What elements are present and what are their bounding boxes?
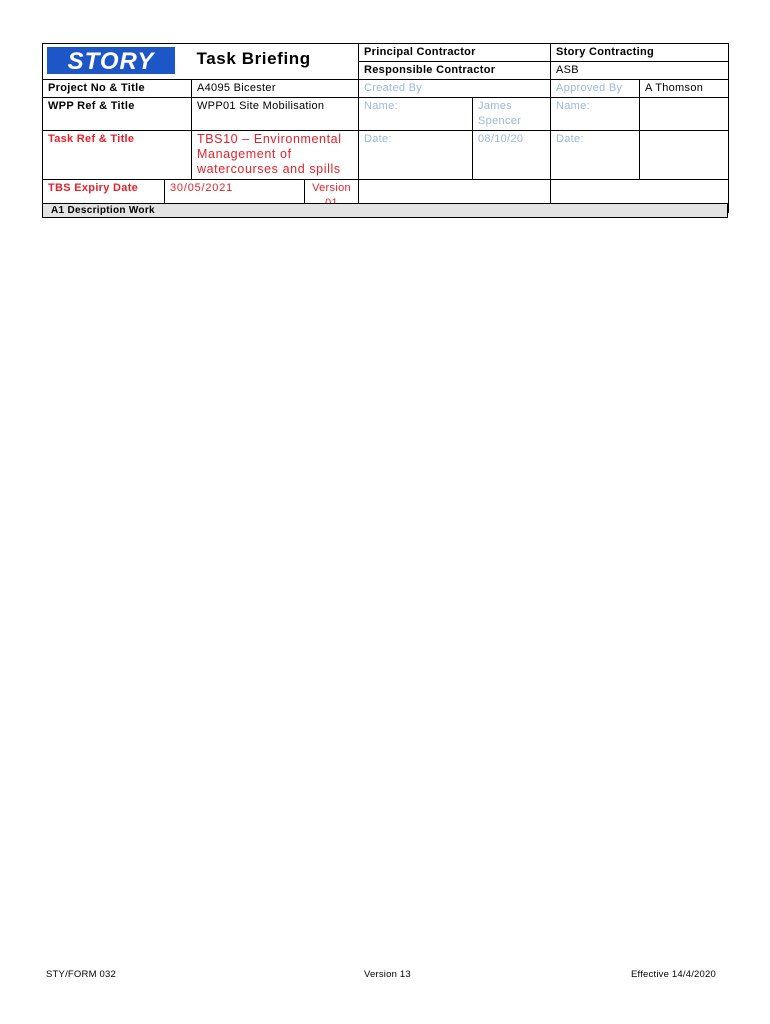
expiry-value: 30/05/2021	[165, 180, 305, 213]
project-label: Project No & Title	[43, 80, 192, 98]
wpp-value: WPP01 Site Mobilisation	[192, 98, 359, 131]
created-by-label: Created By	[359, 80, 551, 98]
approved-by-value: A Thomson	[640, 80, 729, 98]
footer-version: Version 13	[364, 969, 411, 980]
footer-form-ref: STY/FORM 032	[46, 969, 116, 980]
approved-name-label: Name:	[551, 98, 640, 131]
approved-date-value	[640, 131, 729, 180]
title-cell	[192, 44, 359, 80]
responsible-contractor-value: ASB	[551, 62, 729, 80]
principal-contractor-label: Principal Contractor	[359, 44, 551, 62]
version-value: Version	[305, 180, 359, 213]
approved-name-value	[640, 98, 729, 131]
section-a1-label: A1 Description Work	[51, 205, 155, 216]
responsible-contractor-label: Responsible Contractor	[359, 62, 551, 80]
approved-date-label: Date:	[551, 131, 640, 180]
approved-by-label: Approved By	[551, 80, 640, 98]
story-logo	[47, 47, 175, 74]
created-name-label: Name:	[359, 98, 473, 131]
expiry-label: TBS Expiry Date	[43, 180, 165, 213]
logo-cell	[43, 44, 192, 80]
task-value: TBS10 – Environmental Management of watercourses and spills	[192, 131, 359, 180]
created-name-value: James Spencer	[473, 98, 551, 131]
task-label: Task Ref & Title	[43, 131, 192, 180]
logo-text: STORY	[67, 48, 155, 74]
created-date-label: Date:	[359, 131, 473, 180]
section-a1-bar	[42, 203, 728, 218]
header-table	[42, 43, 729, 213]
form-title: Task Briefing	[196, 49, 311, 68]
wpp-label: WPP Ref & Title	[43, 98, 192, 131]
principal-contractor-value: Story Contracting	[551, 44, 729, 62]
project-value: A4095 Bicester	[192, 80, 359, 98]
footer-effective: Effective 14/4/2020	[631, 969, 716, 980]
created-date-value: 08/10/20	[473, 131, 551, 180]
